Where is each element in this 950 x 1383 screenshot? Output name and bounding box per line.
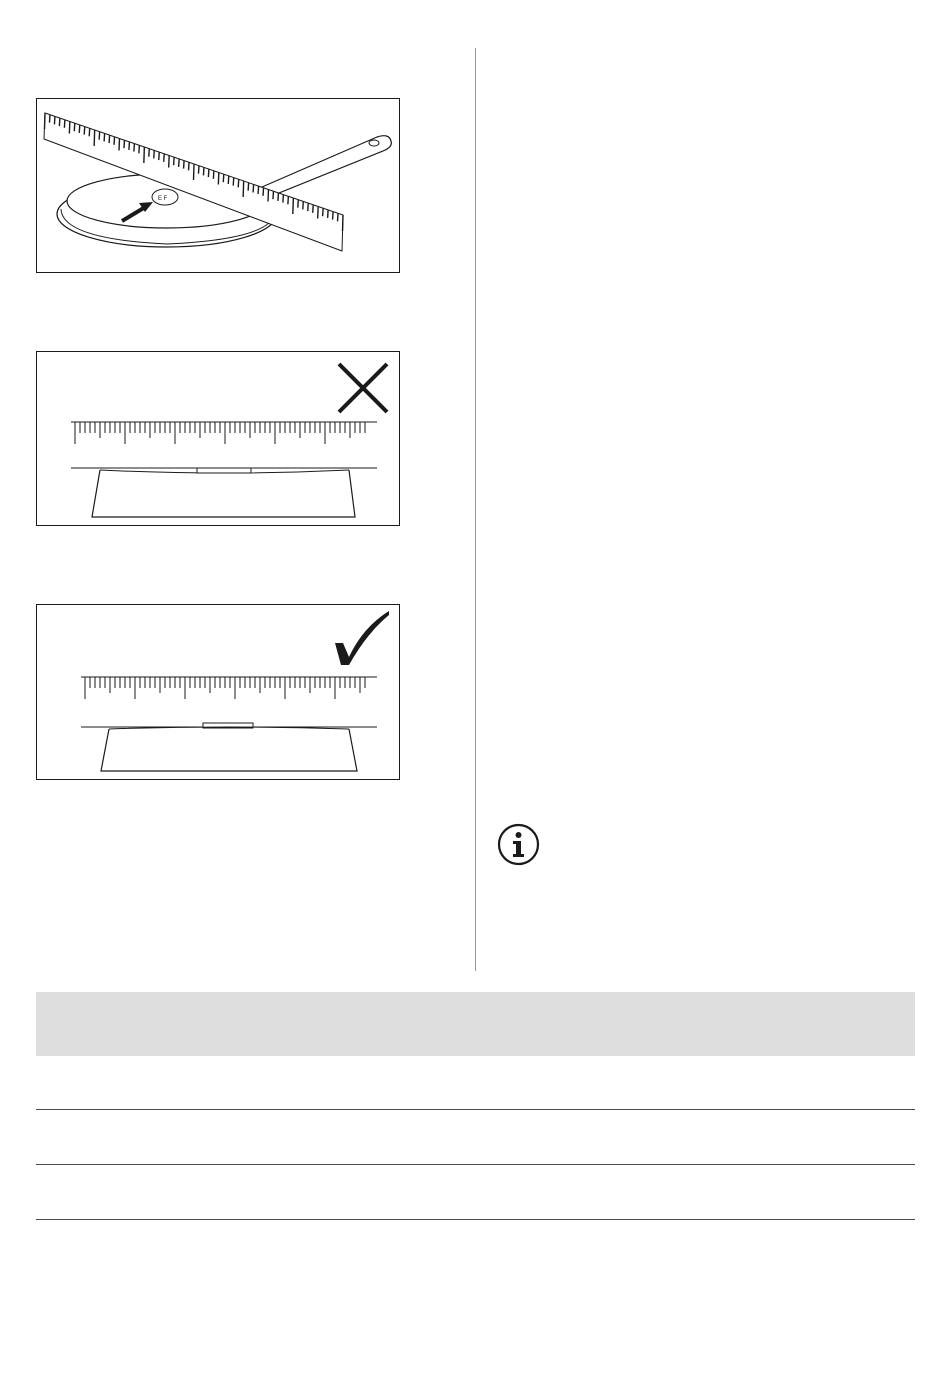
ruler-ticks (75, 422, 365, 444)
flat-base-drawing (37, 605, 401, 781)
column-divider (475, 48, 476, 971)
svg-text:E F: E F (158, 196, 168, 202)
ruler-ticks (85, 677, 365, 699)
concave-base-drawing (37, 352, 401, 527)
pan-ruler-illustration (36, 98, 400, 273)
check-mark-icon (335, 611, 389, 665)
pan-ruler-drawing (37, 99, 401, 274)
concave-base-illustration (36, 351, 400, 526)
section-header-band (36, 992, 915, 1056)
table-rule (36, 1109, 915, 1110)
table-rule (36, 1164, 915, 1165)
table-rule (36, 1219, 915, 1220)
info-icon (497, 823, 540, 866)
cross-icon (339, 364, 387, 412)
flat-base-illustration (36, 604, 400, 780)
